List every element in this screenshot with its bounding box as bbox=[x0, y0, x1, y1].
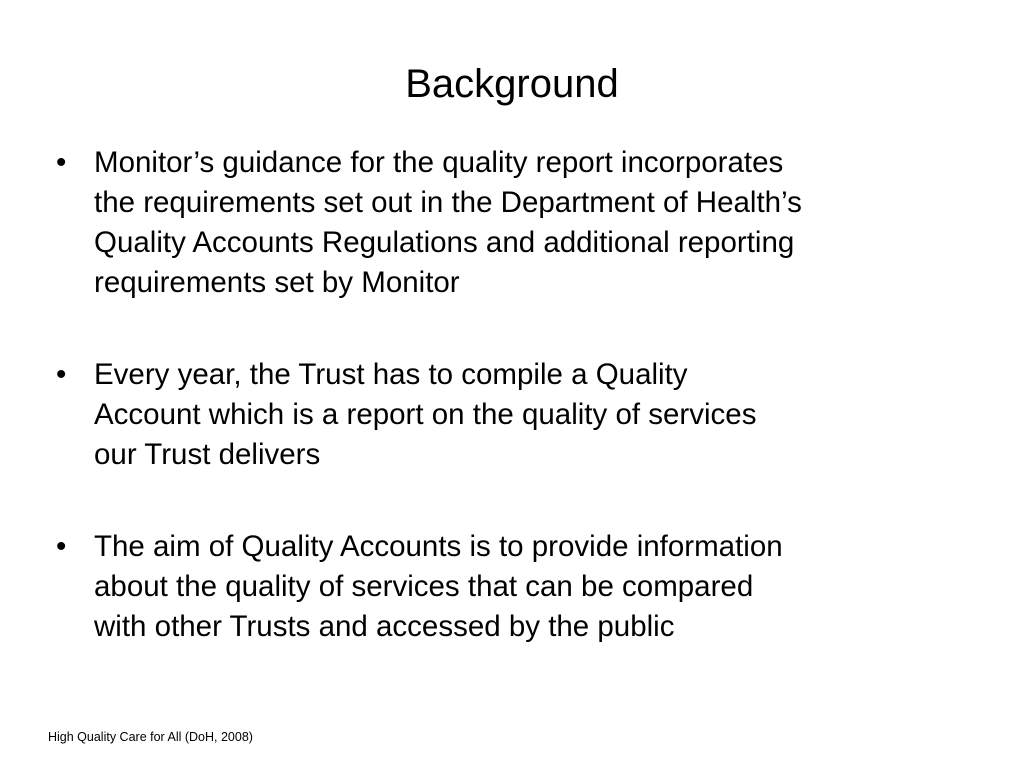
bullet-list bbox=[56, 143, 996, 699]
bullet-line: requirements set by Monitor bbox=[94, 266, 460, 299]
bullet-line: about the quality of services that can be compared bbox=[94, 570, 754, 603]
bullet-marker: • bbox=[56, 146, 67, 179]
bullet-item bbox=[56, 143, 996, 303]
bullet-line: the requirements set out in the Department of Health’s bbox=[94, 186, 802, 219]
bullet-line: Account which is a report on the quality of services bbox=[94, 398, 757, 431]
slide-title: Background bbox=[405, 62, 619, 106]
bullet-line: Monitor’s guidance for the quality report incorporates bbox=[94, 146, 784, 179]
bullet-line: Every year, the Trust has to compile a Quality bbox=[94, 358, 688, 391]
bullet-marker: • bbox=[56, 358, 67, 391]
bullet-marker: • bbox=[56, 530, 67, 563]
footnote-citation: High Quality Care for All (DoH, 2008) bbox=[48, 730, 253, 744]
bullet-item bbox=[56, 355, 996, 475]
bullet-line: Quality Accounts Regulations and additional reporting bbox=[94, 226, 795, 259]
bullet-line: with other Trusts and accessed by the public bbox=[94, 610, 675, 643]
bullet-line: The aim of Quality Accounts is to provide information bbox=[94, 530, 783, 563]
bullet-item bbox=[56, 527, 996, 647]
bullet-line: our Trust delivers bbox=[94, 438, 321, 471]
